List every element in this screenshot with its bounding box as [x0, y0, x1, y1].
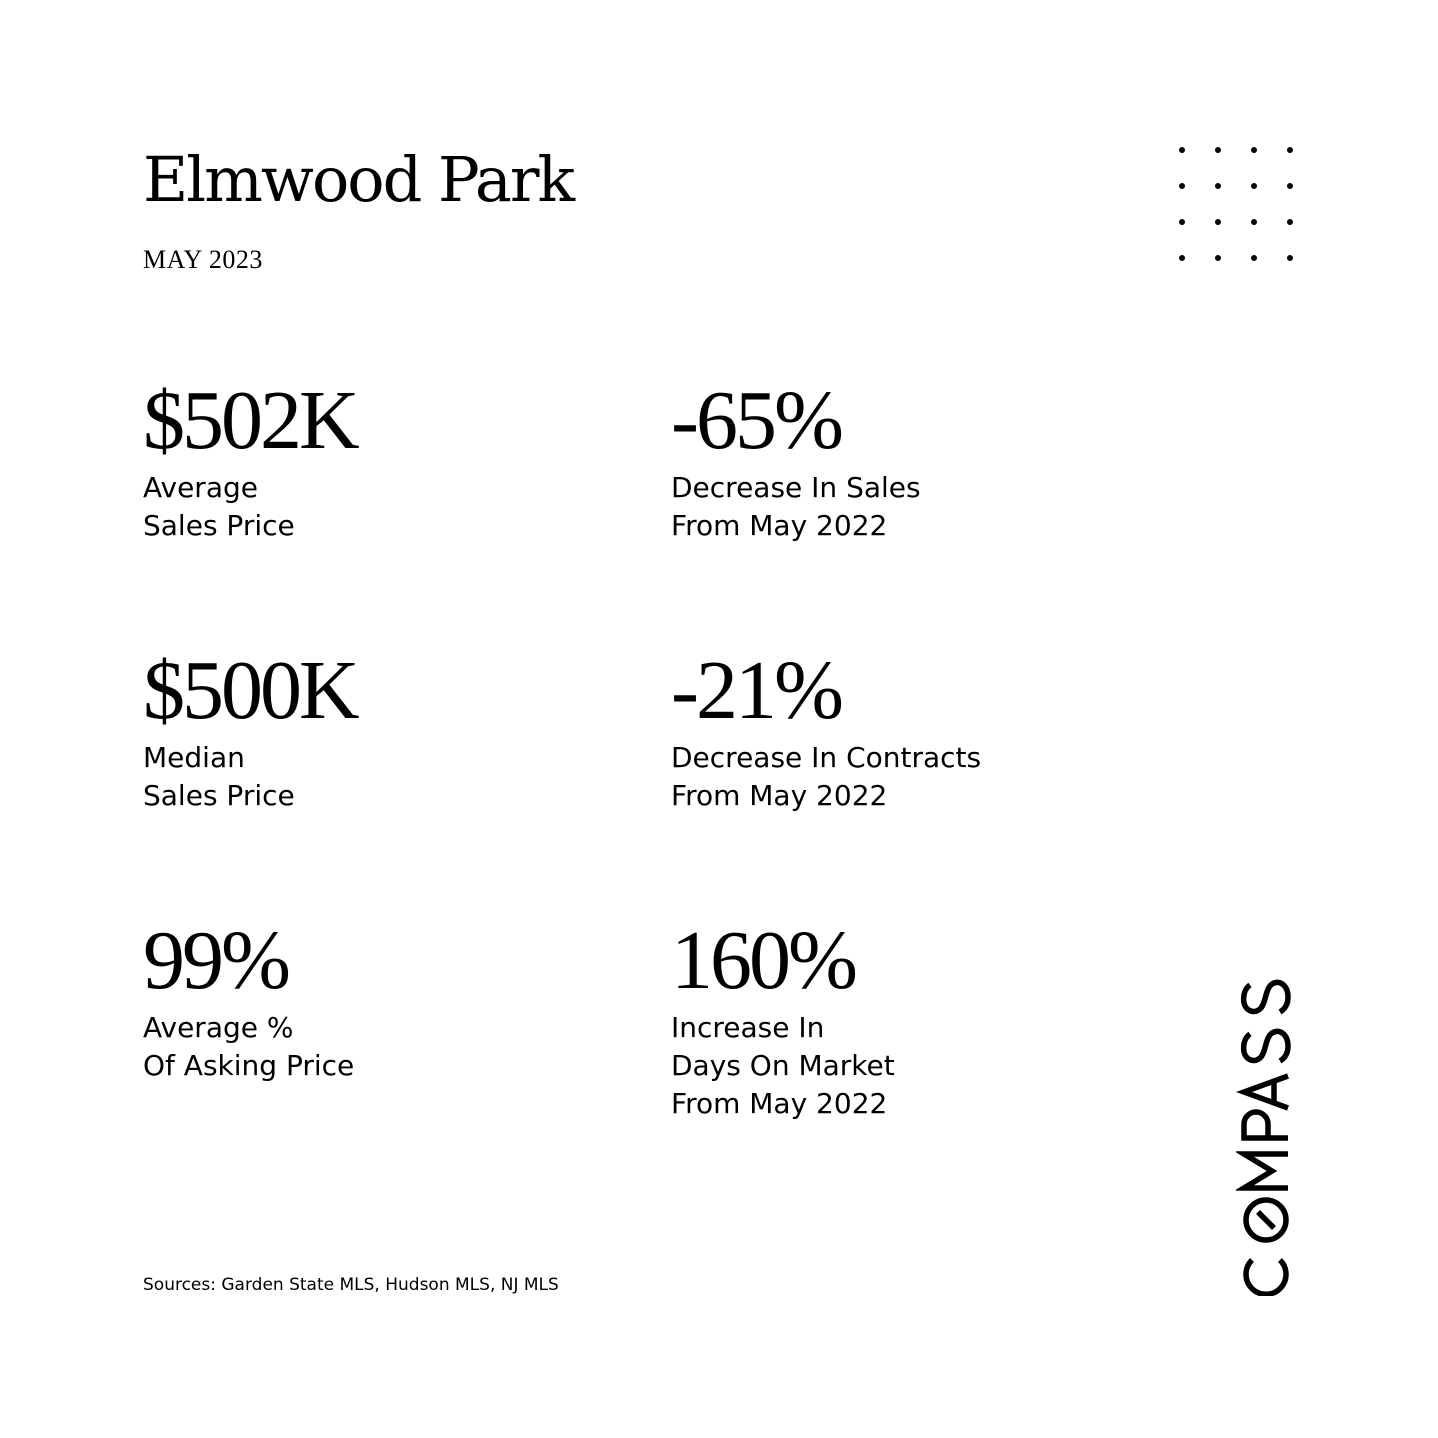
stat-value: 160%: [671, 914, 855, 1007]
stat-label: [143, 1009, 354, 1085]
stat-days-on-market-change: [671, 914, 895, 1123]
stat-value: -21%: [671, 644, 841, 737]
compass-logo: [1236, 952, 1296, 1296]
stat-label-line: Sales Price: [143, 509, 295, 542]
stat-label: [671, 739, 981, 815]
stat-label-line: Average %: [143, 1011, 294, 1044]
dot-grid-decoration: [1176, 143, 1300, 267]
stat-value: 99%: [143, 914, 288, 1007]
stat-value: $500K: [143, 644, 357, 737]
stat-contracts-change: [671, 644, 982, 815]
page-title: Elmwood Park: [143, 143, 574, 216]
report-date: MAY 2023: [143, 245, 263, 274]
sources-note: Sources: Garden State MLS, Hudson MLS, NJ MLS: [143, 1275, 559, 1295]
stat-label-line: Increase In: [671, 1011, 825, 1044]
stat-median-sales-price: [143, 644, 357, 815]
stat-label: [671, 469, 921, 545]
stat-label-line: From May 2022: [671, 509, 888, 542]
stat-label-line: From May 2022: [671, 1087, 888, 1120]
stat-label-line: Sales Price: [143, 779, 295, 812]
stat-label-line: Average: [143, 471, 258, 504]
stat-label: [671, 1009, 895, 1123]
stat-label-line: Of Asking Price: [143, 1049, 355, 1082]
stat-label: [143, 469, 357, 545]
stat-average-sales-price: [143, 374, 357, 545]
stat-value: -65%: [671, 374, 841, 467]
stat-label-line: From May 2022: [671, 779, 888, 812]
stat-label-line: Days On Market: [671, 1049, 895, 1082]
stat-value: $502K: [143, 374, 357, 467]
stat-label-line: Median: [143, 741, 245, 774]
stat-label-line: Decrease In Contracts: [671, 741, 982, 774]
stat-percent-of-asking: [143, 914, 355, 1085]
stat-label-line: Decrease In Sales: [671, 471, 921, 504]
stat-sales-change: [671, 374, 921, 545]
stat-label: [143, 739, 357, 815]
